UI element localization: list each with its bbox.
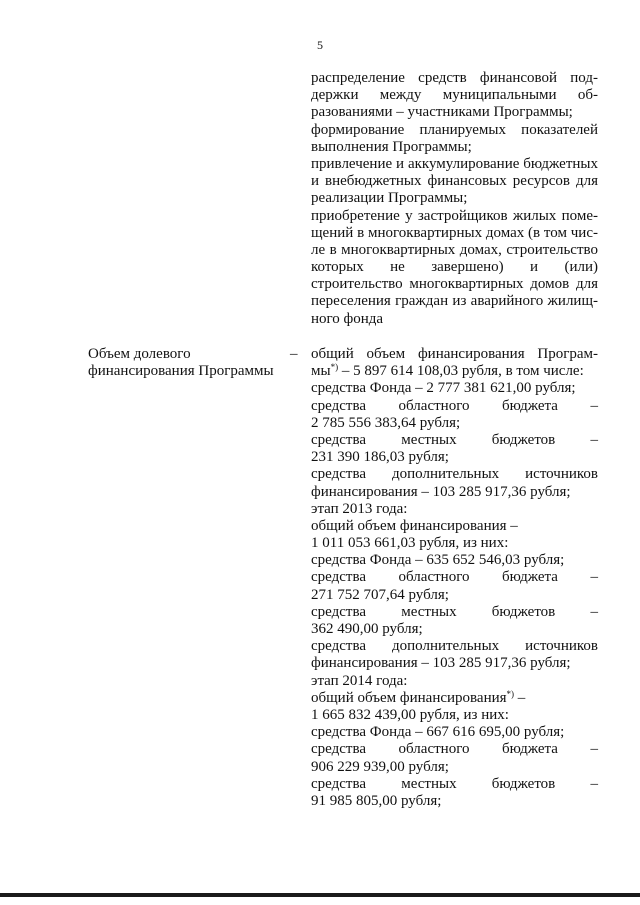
funding-label-line1: Объем долевого <box>88 346 191 362</box>
text-line: 1 011 053 661,03 рубля, из них: <box>311 535 509 552</box>
text-line: строительство многоквартирных домов для <box>311 276 598 293</box>
funding-lines-c <box>311 707 598 810</box>
text-line: финансирования – 103 285 917,36 рубля; <box>311 483 571 500</box>
text-line: средства областного бюджета – <box>311 741 598 758</box>
text-line: средства областного бюджета – <box>311 397 598 414</box>
tasks-lines <box>311 70 598 328</box>
funding-line: общий объем финансирования Програм- <box>311 346 598 362</box>
text-line: средства Фонда – 635 652 546,03 рубля; <box>311 552 565 569</box>
text-line: средства местных бюджетов – <box>311 603 598 620</box>
text-line: средства Фонда – 2 777 381 621,00 рубля; <box>311 380 576 397</box>
text-line: ле в многоквартирных домах, строительство <box>311 241 598 258</box>
text-line: реализации Программы; <box>311 190 468 207</box>
text-line: средства областного бюджета – <box>311 569 598 586</box>
text-line: которых не завершено) и (или) <box>311 259 598 276</box>
bottom-rule <box>0 893 640 897</box>
text-line: разованиями – участниками Программы; <box>311 104 573 121</box>
footnote-mark: *) <box>330 362 339 373</box>
page-number: 5 <box>317 38 323 52</box>
text-line: и внебюджетных финансовых ресурсов для <box>311 173 598 190</box>
text-line: средства Фонда – 667 616 695,00 рубля; <box>311 724 565 741</box>
text-span: мы <box>311 363 331 380</box>
text-line: средства местных бюджетов – <box>311 431 598 448</box>
text-line: ного фонда <box>311 310 384 327</box>
text-span: – 5 897 614 108,03 рубля, в том числе: <box>338 363 584 380</box>
text-line: 906 229 939,00 рубля; <box>311 758 449 775</box>
text-line: 362 490,00 рубля; <box>311 621 423 637</box>
text-line: переселения граждан из аварийного жилищ- <box>311 293 598 310</box>
text-line: финансирования – 103 285 917,36 рубля; <box>311 655 571 672</box>
text-line: этап 2014 года: <box>311 672 408 689</box>
text-line: выполнения Программы; <box>311 138 472 155</box>
text-line: общий объем финансирования – <box>311 517 518 534</box>
funding-label <box>88 346 274 380</box>
text-line: средства дополнительных источников <box>311 638 598 655</box>
text-line: 1 665 832 439,00 рубля, из них: <box>311 706 509 723</box>
text-line: средства дополнительных источников <box>311 466 598 483</box>
text-line: 271 752 707,64 рубля; <box>311 586 449 603</box>
text-line: этап 2013 года: <box>311 500 408 517</box>
text-span: общий объем финансирования <box>311 689 507 706</box>
funding-line-with-footnote <box>311 363 598 380</box>
funding-block <box>311 346 598 810</box>
text-line: 91 985 805,00 рубля; <box>311 792 442 809</box>
text-line: держки между муниципальными об- <box>311 87 598 104</box>
text-span: – <box>514 689 526 706</box>
text-line: щений в многоквартирных домах (в том чис- <box>311 224 598 241</box>
text-line: приобретение у застройщиков жилых поме- <box>311 207 598 224</box>
footnote-mark: *) <box>506 688 515 699</box>
text-line: 2 785 556 383,64 рубля; <box>311 414 461 431</box>
funding-line-with-footnote <box>311 690 598 707</box>
text-line: привлечение и аккумулирование бюджетных <box>311 155 598 172</box>
text-line: средства местных бюджетов – <box>311 775 598 792</box>
funding-lines-a <box>311 380 598 689</box>
text-line: формирование планируемых показателей <box>311 121 598 138</box>
label-dash: – <box>290 346 298 362</box>
tasks-continuation-block <box>311 70 598 328</box>
text-line: распределение средств финансовой под- <box>311 70 598 86</box>
funding-label-line2: финансирования Программы <box>88 363 274 380</box>
text-line: 231 390 186,03 рубля; <box>311 449 449 466</box>
